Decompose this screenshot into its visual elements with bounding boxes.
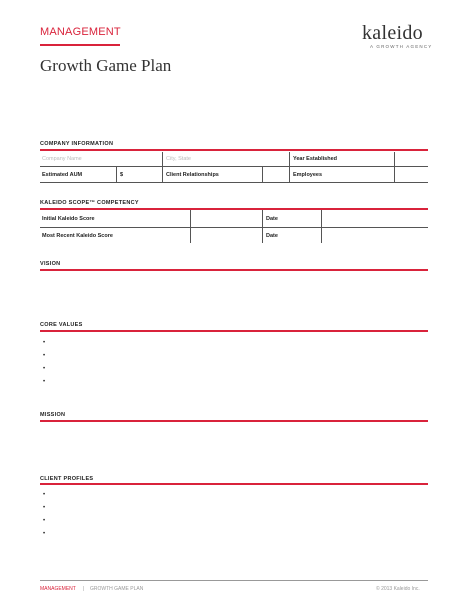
estimated-aum-label: Estimated AUM [42,172,83,178]
row-divider [40,227,428,228]
client-profiles-heading: CLIENT PROFILES [40,476,94,482]
company-information-rule [40,149,428,151]
bullet-point: • [43,518,46,524]
kaleido-logo: kaleido [362,22,423,44]
footer-section-label: MANAGEMENT [40,586,76,592]
currency-symbol: $ [120,172,124,178]
divider [262,167,263,182]
city-state-field[interactable]: City, State [166,156,191,162]
section-label-underline [40,44,120,46]
year-established-label: Year Established [293,156,338,162]
divider [162,152,163,166]
divider [289,152,290,166]
bullet-point: • [43,531,46,537]
company-name-field[interactable]: Company Name [42,156,82,162]
section-label: MANAGEMENT [40,26,121,38]
employees-label: Employees [293,172,323,178]
mission-rule [40,420,428,422]
bullet-point: • [43,340,46,346]
divider [394,167,395,182]
recent-score-label: Most Recent Kaleido Score [42,233,113,239]
divider [289,167,290,182]
date-label: Date [266,216,278,222]
footer-copyright: © 2013 Kaleido Inc. [376,586,420,592]
footer-divider [40,580,428,581]
scope-competency-heading: KALEIDO SCOPE™ COMPETENCY [40,200,139,206]
core-values-rule [40,330,428,332]
core-values-heading: CORE VALUES [40,322,83,328]
divider [162,167,163,182]
divider [394,152,395,166]
bullet-point: • [43,492,46,498]
company-information-heading: COMPANY INFORMATION [40,141,114,147]
row-divider [40,182,428,183]
vision-heading: VISION [40,261,61,267]
vision-rule [40,269,428,271]
divider [116,167,117,182]
logo-tagline: A GROWTH AGENCY [370,44,433,49]
page-title: Growth Game Plan [40,56,172,75]
bullet-point: • [43,366,46,372]
footer-doc-title: GROWTH GAME PLAN [90,586,144,592]
client-profiles-rule [40,483,428,485]
bullet-point: • [43,505,46,511]
bullet-point: • [43,379,46,385]
scope-competency-rule [40,208,428,210]
date-label: Date [266,233,278,239]
client-relationships-label: Client Relationships [166,172,219,178]
mission-heading: MISSION [40,412,66,418]
row-divider [40,166,428,167]
footer-separator: | [83,586,85,592]
initial-score-label: Initial Kaleido Score [42,216,95,222]
bullet-point: • [43,353,46,359]
